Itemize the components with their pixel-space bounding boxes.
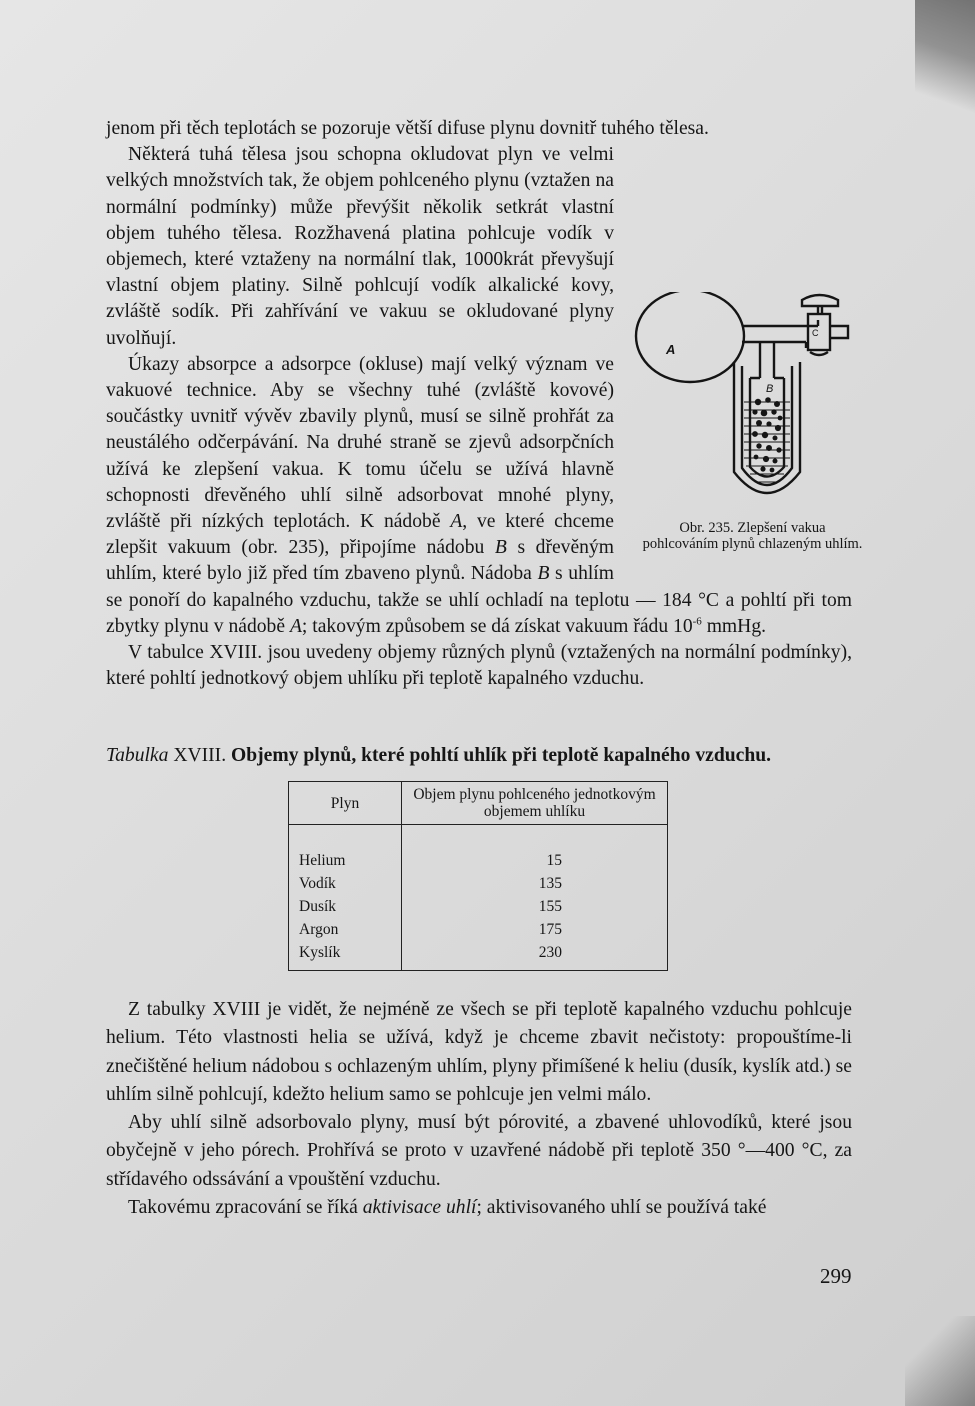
table-row: Helium 15 — [289, 849, 668, 872]
paragraph-4: V tabulce XVIII. jsou uvedeny objemy různých plynů (vztažených na normální podmínky), které pohltí jednotkový objem uhlíku při teplotě kapalného vzduchu. — [106, 642, 852, 690]
table-row: Vodík 135 — [289, 872, 668, 895]
paragraph-6: Aby uhlí silně adsorbovalo plyny, musí být pórovité, a zbavené uhlovodíků, které jsou obyčejně v jeho pórech. Prohřívá se proto v uzavřené nádobě při teplotě 350 °—400 °C, za střídavého odssávání a vpouštění vzduchu. — [106, 1112, 852, 1190]
table-header-volume: Objem plynu pohlceného jednotkovým objemem uhlíku — [402, 782, 668, 825]
svg-text:C: C — [812, 328, 819, 339]
table-row: Dusík 155 — [289, 895, 668, 918]
paragraph-3: Úkazy absorpce a adsorpce (okluse) mají velký význam ve vakuové technice. Aby se všechny tuhé (zvláště kovové) součástky uvnitř vývěv zbavily plynů, musí se silně prohřát za neustálého odčerpávání. Na druhé straně se zjevů adsorpčních užívá ke zlepšení vakua. K tomu účelu se užívá hlavně schopnosti dřevěného uhlí silně adsorbovat mnohé plyny, zvláště při nízkých teplotách. K nádobě A, ve které chceme zlepšit vakuum (obr. 235), připojíme nádobu B s dřevěným uhlím, které bylo již před tím zbaveno plynů. Nádoba B s uhlím se ponoří do kapalného vzduchu, takže se uhlí ochladí na teplotu — 184 °C a pohltí při tom zbytky plynu v nádobě A; takovým způsobem se dá získat vakuum řádu $10^{-6}$ mmHg. — [106, 353, 852, 637]
figure-caption: Obr. 235. Zlepšení vakua pohlcováním plynů chlazeným uhlím. — [642, 520, 863, 553]
table-row: Kyslík 230 — [289, 941, 668, 971]
table-row: Argon 175 — [289, 918, 668, 941]
vessel-a-flask — [636, 292, 744, 382]
stopcock-handle — [802, 295, 838, 306]
table-title: Tabulka XVIII. Objemy plynů, které pohltí uhlík při teplotě kapalného vzduchu. — [106, 745, 772, 766]
paragraph-7: Takovému zpracování se říká aktivisace uhlí; aktivisovaného uhlí se používá také — [128, 1197, 767, 1219]
page-corner-shadow — [915, 0, 975, 130]
main-text-bottom — [106, 996, 852, 1222]
adsorption-apparatus-diagram — [628, 292, 860, 524]
label-b: B — [766, 383, 774, 396]
page-corner-shadow-bottom — [905, 1316, 975, 1406]
dewar-outer — [734, 362, 800, 493]
table-header-gas: Plyn — [289, 782, 402, 825]
figure-235 — [628, 142, 863, 574]
page-number: 299 — [820, 1264, 852, 1288]
main-text-top — [106, 116, 863, 692]
label-a: A — [666, 342, 676, 358]
paragraph-1: jenom při těch teplotách se pozoruje větší difuse plynu dovnitř tuhého tělesa. — [106, 118, 709, 139]
gas-adsorption-table — [288, 781, 668, 971]
paragraph-5: Z tabulky XVIII je vidět, že nejméně ze všech se při teplotě kapalného vzduchu pohlcuje helium. Této vlastnosti helia se užívá, když je chceme zbavit nečistoty: propouštíme-li znečištěné helium nádobou s ochlazeným uhlím, plyny přimíšené k heliu (dusík, kyslík atd.) se uhlím silně pohlcují, kdežto helium samo se pohlcuje jen velmi málo. — [106, 999, 852, 1105]
paragraph-2: Některá tuhá tělesa jsou schopna okludovat plyn ve velmi velkých množstvích tak, že objem pohlceného plynu (vztažen na normální podmínky) může převýšit několik setkrát vlastní objem tuhého tělesa. Rozžhavená platina pohlcuje vodík v objemech, které vztaženy na normální tlak, 1000krát převyšují vlastní objem platiny. Silně pohlcují vodík alkalické kovy, zvláště sodík. Při zahřívání ve vakuu se okludované plyny uvolňují. — [106, 144, 614, 349]
